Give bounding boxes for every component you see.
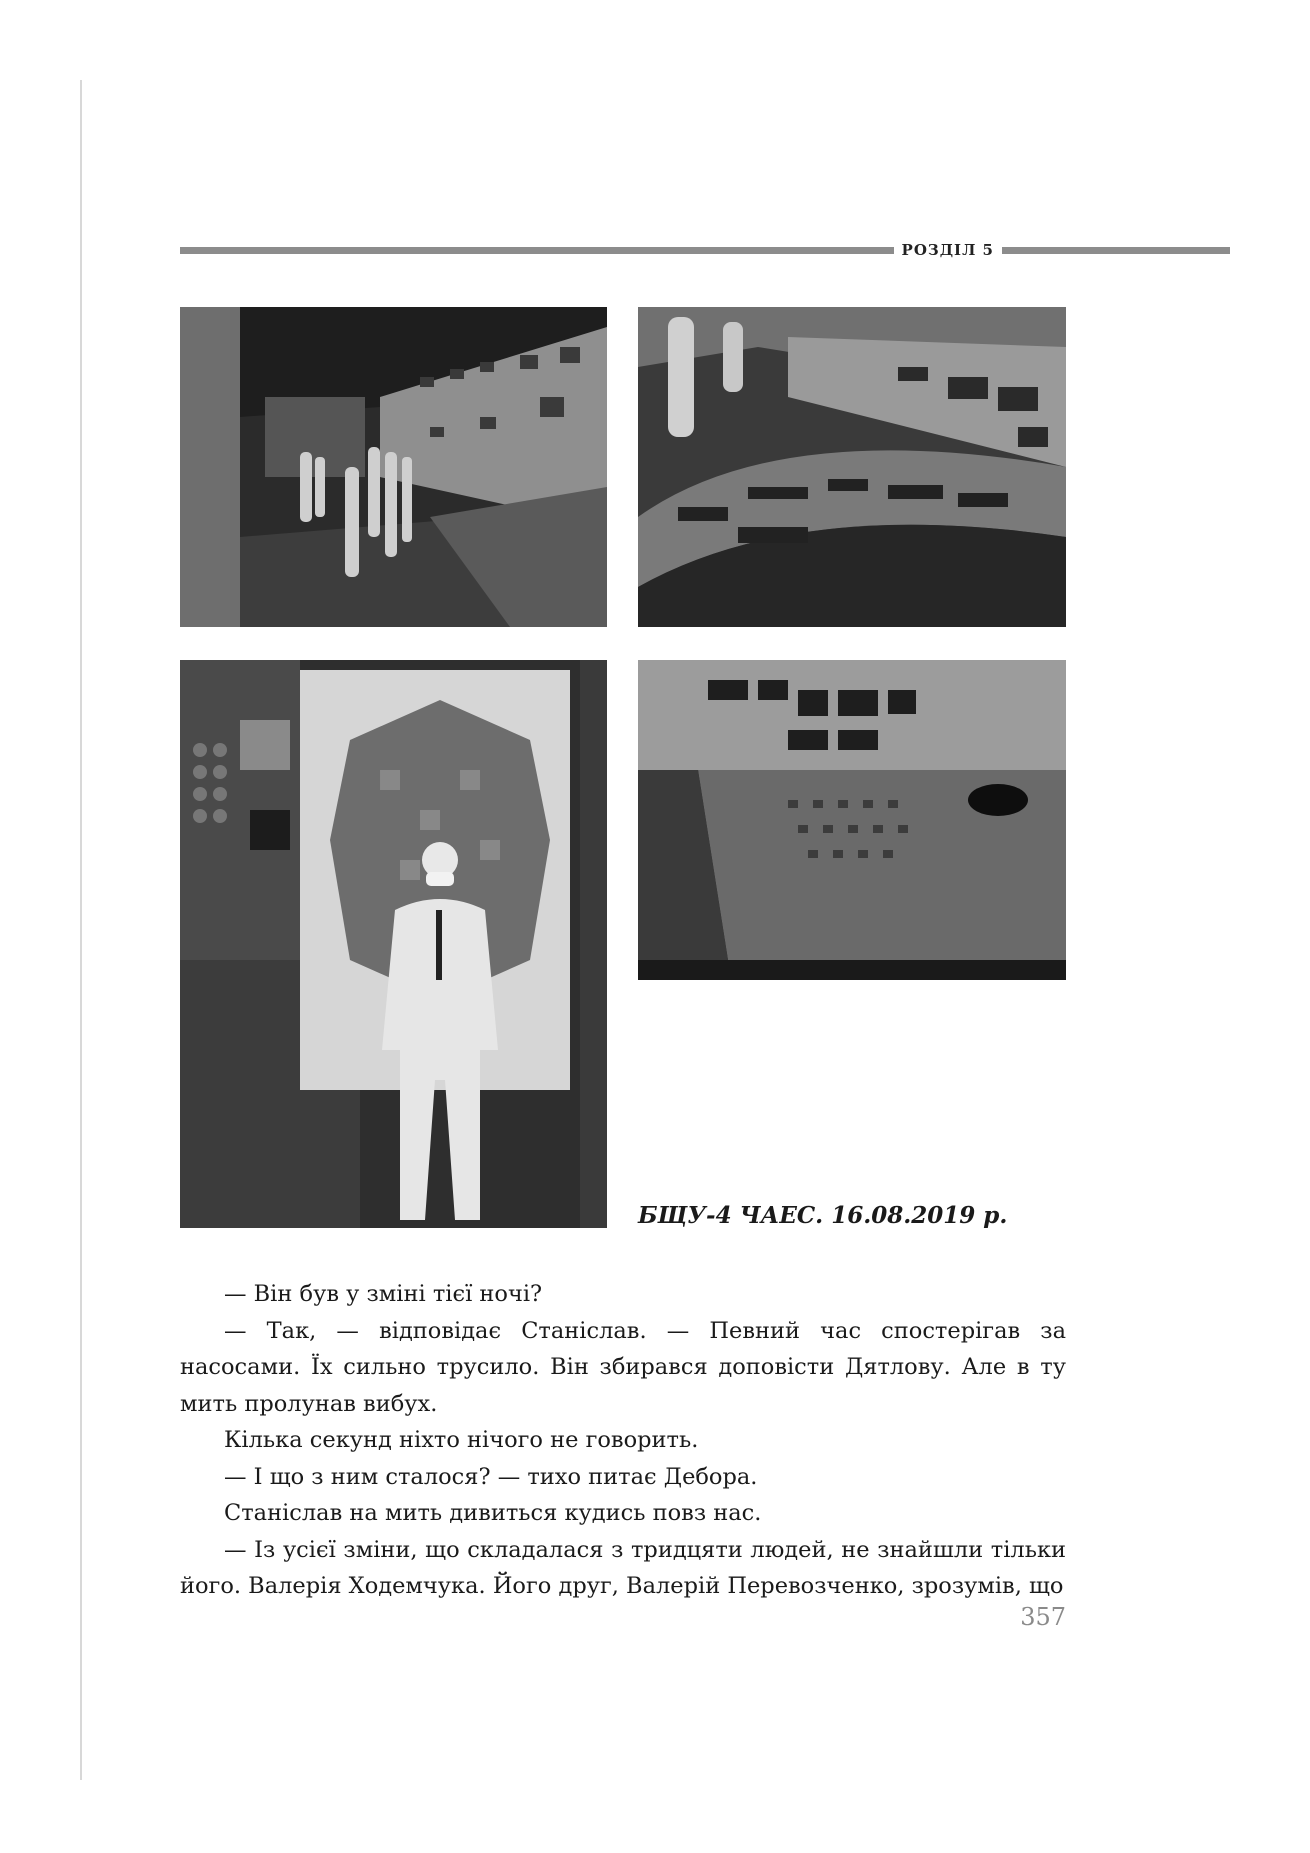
- header-rule-right: [1002, 247, 1230, 254]
- photo-control-desk-closeup: [638, 660, 1066, 980]
- page-gutter-line: [80, 80, 82, 1780]
- body-text: [180, 1276, 1066, 1605]
- paragraph: — І що з ним сталося? — тихо питає Дебора.: [224, 1463, 758, 1490]
- chapter-title: РОЗДІЛ 5: [901, 241, 994, 259]
- paragraph: Кілька секунд ніхто нічого не говорить.: [224, 1427, 699, 1453]
- header-rule-left: [180, 247, 894, 254]
- paragraph: — Із усієї зміни, що складалася з тридцяти людей, не знайшли тільки його. Валерія Ходемчука. Його друг, Валерій Перевозченко, зрозумів, що: [180, 1536, 1066, 1599]
- paragraph: Станіслав на мить дивиться кудись повз нас.: [224, 1500, 762, 1526]
- photo-caption: БЩУ-4 ЧАЕС. 16.08.2019 р.: [638, 1202, 1008, 1229]
- photo-control-room-corridor: [180, 307, 607, 627]
- paragraph: — Він був у зміні тієї ночі?: [224, 1281, 543, 1307]
- paragraph: — Так, — відповідає Станіслав. — Певний час спостерігав за насосами. Їх сильно трусило. Він збирався доповісти Дятлову. Але в ту мить пролунав вибух.: [180, 1317, 1066, 1417]
- photo-person-at-reactor-panel: [180, 660, 607, 1228]
- photo-curved-control-panel: [638, 307, 1066, 627]
- running-header: [180, 238, 1230, 262]
- page-number: 357: [1020, 1603, 1066, 1631]
